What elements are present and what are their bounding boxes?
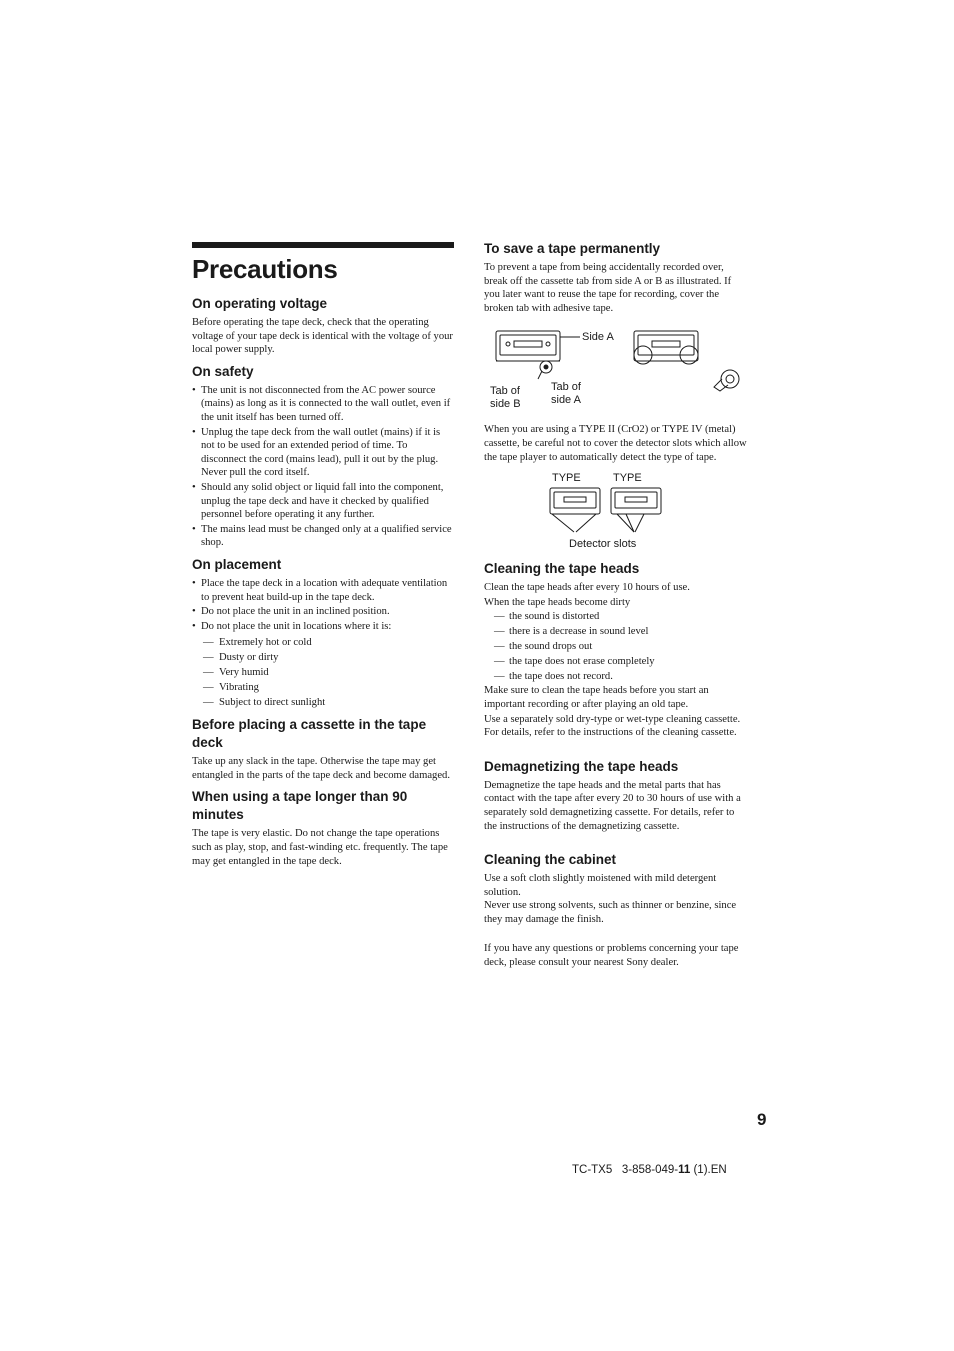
placement-list [192,577,454,633]
placement-conditions [192,635,454,710]
list-item: — the tape does not record. [484,669,748,684]
safety-list [192,384,454,550]
left-column [192,240,454,874]
list-item: — Vibrating [192,680,454,695]
list-item: — Dusty or dirty [192,650,454,665]
tab-side-a-label: Tab of side A [551,381,581,407]
list-item: • Unplug the tape deck from the wall outlet (mains) if it is not to be used for an extended period of time. To disconnect the cord (mains lead), pull it out by the plug. Never pull the cord itself. [192,426,454,480]
cleaning-text-3: Use a separately sold dry-type or wet-type cleaning cassette. For details, refer to the instructions of the cleaning cassette. [484,713,741,739]
list-item: • Place the tape deck in a location with adequate ventilation to prevent heat build-up in the tape deck. [192,577,454,604]
closing-text: If you have any questions or problems concerning your tape deck, please consult your nearest Sony dealer. [484,943,739,969]
list-item: — Extremely hot or cold [192,635,454,650]
list-item: — Very humid [192,665,454,680]
list-item: — the sound drops out [484,639,748,654]
page-title: Precautions [192,254,338,284]
list-item: — the tape does not erase completely [484,654,748,669]
type-left-label: TYPE [552,472,581,485]
cleaning-text-2: Make sure to clean the tape heads before you start an important recording or after playing an old tape. [484,685,709,710]
type-right-label: TYPE [613,472,642,485]
cleaning-intro-1: Clean the tape heads after every 10 hours of use. [484,582,690,594]
demagnetizing-heading: Demagnetizing the tape heads [484,758,679,774]
footer-code-suffix: (1).EN [690,1164,727,1176]
list-item: • Should any solid object or liquid fall into the component, unplug the tape deck and have it checked by qualified personnel before operating it any further. [192,481,454,522]
footer-model: TC-TX5 [572,1164,613,1176]
footer-code-bold: 11 [678,1164,691,1176]
operating-voltage-heading: On operating voltage [192,296,328,311]
tab-side-b-label: Tab of side B [490,385,521,411]
list-item: — the sound is distorted [484,609,748,624]
save-tape-text: To prevent a tape from being accidentally recorded over, break off the cassette tab from side A or B as illustrated. If you later want to reuse the tape for recording, cover the broken tab with adhesive tape. [484,262,732,314]
demagnetizing-text: Demagnetize the tape heads and the metal parts that has contact with the tape after every 20 to 30 hours of use with a separately sold demagnetizing cassette. For details, refer to the instructions of the demagnetizing cassette. [484,779,741,832]
save-tape-heading: To save a tape permanently [484,241,661,256]
cabinet-text-1: Use a soft cloth slightly moistened with mild detergent solution. [484,873,717,898]
cleaning-symptoms [484,609,748,684]
cassette-text: Take up any slack in the tape. Otherwise the tape may get entangled in the parts of the tape deck and become damaged. [192,756,450,781]
safety-heading: On safety [192,363,254,379]
placement-heading: On placement [192,556,282,572]
list-item: • The unit is not disconnected from the AC power source (mains) as long as it is connected to the wall outlet, even if the unit itself has been turned off. [192,384,454,425]
title-rule [192,242,454,248]
list-item: — Subject to direct sunlight [192,695,454,710]
detector-slots-figure [484,470,748,554]
list-item: • Do not place the unit in locations where it is: [192,620,454,634]
footer-code-prefix: 3-858-049- [621,1164,679,1176]
list-item: — there is a decrease in sound level [484,624,748,639]
long-tape-text: The tape is very elastic. Do not change the tape operations such as play, stop, and fast-winding etc. frequently. The tape may get entangled in the tape deck. [192,828,448,867]
detector-slots-label: Detector slots [569,538,637,551]
cleaning-intro-2: When the tape heads become dirty [484,596,631,608]
page-number: 9 [757,1110,767,1129]
type-text: When you are using a TYPE II (CrO2) or TYPE IV (metal) cassette, be careful not to cover the detector slots which allow the tape player to automatically detect the type of tape. [484,424,747,463]
list-item: • The mains lead must be changed only at a qualified service shop. [192,523,454,550]
list-item: • Do not place the unit in an inclined position. [192,605,454,619]
cabinet-text-2: Never use strong solvents, such as thinner or benzine, since they may damage the finish. [484,900,737,925]
cassette-heading: Before placing a cassette in the tape deck [192,717,427,751]
cabinet-heading: Cleaning the cabinet [484,852,617,868]
footer-code [572,1164,727,1176]
side-a-label: Side A [582,331,614,344]
operating-voltage-text: Before operating the tape deck, check that the operating voltage of your tape deck is identical with the voltage of your local power supply. [192,317,453,356]
long-tape-heading: When using a tape longer than 90 minutes [192,789,408,823]
right-column [484,240,748,976]
cassette-tab-figure [484,327,748,409]
cleaning-heads-heading: Cleaning the tape heads [484,561,640,577]
